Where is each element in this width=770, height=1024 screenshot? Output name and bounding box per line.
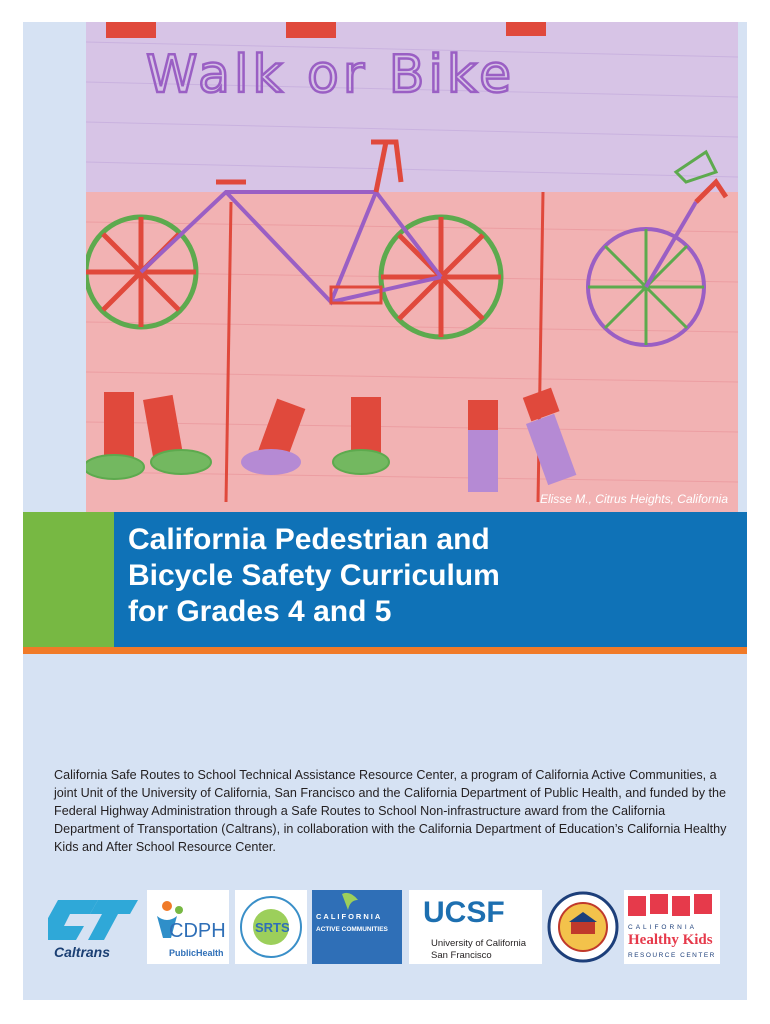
cac-top-text: CALIFORNIA <box>316 912 383 921</box>
ucsf-line-2: San Francisco <box>431 950 492 961</box>
program-description: California Safe Routes to School Technical Assistance Resource Center, a program of California Active Communities, a joint Unit of the University of California, San Francisco and the California Department of Public Health, and funded by the Federal Highway Administration through a Safe Routes to School Non-infrastructure award from the California Department of Transportation (Caltrans), in collaboration with the California Department of Education’s California Healthy Kids and After School Resource Center. <box>54 768 727 854</box>
healthy-kids-top: CALIFORNIA <box>628 924 698 931</box>
healthy-kids-bottom: RESOURCE CENTER <box>628 952 716 959</box>
svg-text:Walk or Bike: Walk or Bike <box>146 45 516 105</box>
title-band-green <box>23 512 114 647</box>
cac-middle-text: ACTIVE COMMUNITIES <box>316 926 388 933</box>
partner-logos <box>46 890 746 966</box>
page-title <box>128 522 728 630</box>
child-drawing-walk-or-bike <box>86 22 738 512</box>
artwork-credit: Elisse M., Citrus Heights, California <box>539 492 728 506</box>
caltrans-logo <box>48 890 146 964</box>
title-band-orange-rule <box>23 647 747 654</box>
cover-page <box>23 22 747 1000</box>
california-active-communities-logo <box>312 890 402 964</box>
title-line-2: Bicycle Safety Curriculum <box>128 559 500 592</box>
title-line-3: for Grades 4 and 5 <box>128 595 392 628</box>
caltrans-wordmark: Caltrans <box>54 944 111 960</box>
ucsf-wordmark: UCSF <box>423 896 505 929</box>
healthy-kids-logo <box>624 890 720 964</box>
ucsf-logo <box>409 890 542 964</box>
cdph-wordmark: CDPH <box>169 920 226 942</box>
srts-monogram: SRTS <box>255 920 290 935</box>
healthy-kids-title: Healthy Kids <box>628 932 713 948</box>
cover-artwork <box>86 22 738 512</box>
department-of-education-seal <box>547 890 619 964</box>
ucsf-line-1: University of California <box>431 938 527 949</box>
cdph-logo <box>147 890 229 964</box>
cdph-subtitle: PublicHealth <box>169 948 224 958</box>
srts-logo <box>235 890 307 964</box>
title-line-1: California Pedestrian and <box>128 523 490 556</box>
